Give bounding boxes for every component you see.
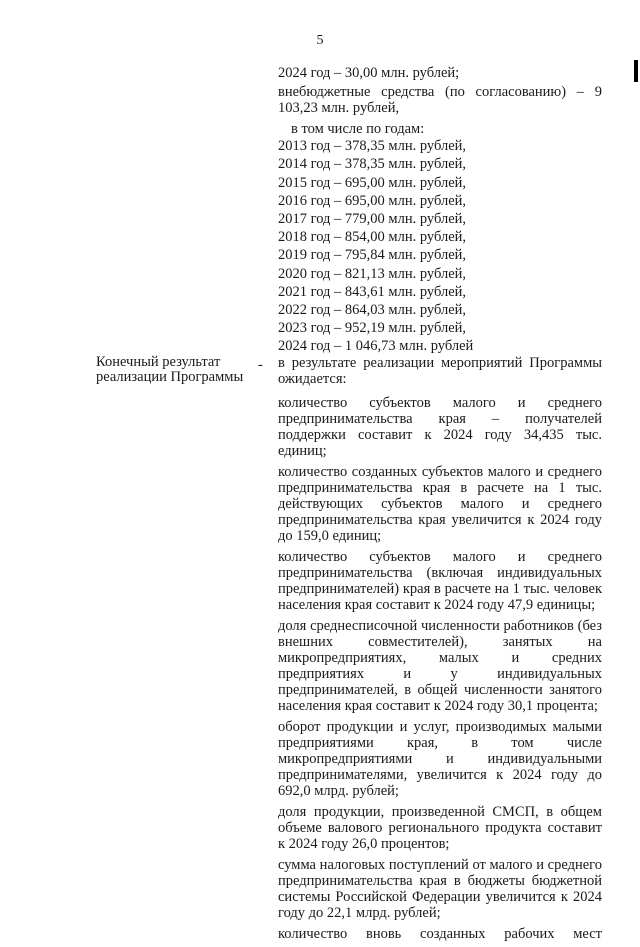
result-item: количество субъектов малого и среднего предпринимательства (включая индивидуальных предпринимателей) края в расчете на 1 тыс. человек населения края составит к 2024 году 47,9 единицы; bbox=[278, 549, 602, 613]
year-item: 2023 год – 952,19 млн. рублей, bbox=[278, 320, 467, 337]
year-item: 2013 год – 378,35 млн. рублей, bbox=[278, 138, 467, 155]
extrabudget-line: внебюджетные средства (по согласованию) – 9 103,23 млн. рублей, bbox=[278, 84, 602, 117]
year-item: 2022 год – 864,03 млн. рублей, bbox=[278, 301, 467, 318]
result-item: количество созданных субъектов малого и среднего предпринимательства края в расчете на 1 тыс. действующих субъектов малого и среднего предпринимательства края увеличится к 2024 году до 159,0 единиц; bbox=[278, 464, 602, 544]
year-item: 2017 год – 779,00 млн. рублей, bbox=[278, 210, 467, 227]
year-item: 2020 год – 821,13 млн. рублей, bbox=[278, 265, 467, 282]
result-item: оборот продукции и услуг, производимых малыми предприятиями края, в том числе микропредприятиями и индивидуальными предпринимателями, увеличится к 2024 году до 692,0 млрд. рублей; bbox=[278, 719, 602, 799]
margin-mark bbox=[634, 60, 638, 82]
results-label: Конечный результат реализации Программы bbox=[96, 354, 244, 385]
year-item: 2021 год – 843,61 млн. рублей, bbox=[278, 283, 467, 300]
year-item: 2018 год – 854,00 млн. рублей, bbox=[278, 229, 467, 246]
result-item: доля среднесписочной численности работников (без внешних совместителей), занятых на микропредприятиях, малых и средних предприятиях и у индивидуальных предпринимателей, в общей численности занятого населения края составит к 2024 году 30,1 процента; bbox=[278, 618, 602, 714]
results-dash: - bbox=[258, 357, 263, 373]
result-item: количество вновь созданных рабочих мест bbox=[278, 926, 602, 942]
funding-section bbox=[278, 64, 602, 355]
results-section bbox=[278, 355, 602, 947]
page-number: 5 bbox=[316, 33, 324, 48]
year-item: 2015 год – 695,00 млн. рублей, bbox=[278, 174, 467, 191]
year-item: 2024 год – 1 046,73 млн. рублей bbox=[278, 338, 474, 355]
funding-top-line: 2024 год – 30,00 млн. рублей; bbox=[278, 65, 460, 81]
year-item: 2016 год – 695,00 млн. рублей, bbox=[278, 192, 467, 209]
result-item: сумма налоговых поступлений от малого и среднего предпринимательства края в бюджеты бюджетной системы Российской Федерации увеличится к 2024 году до 22,1 млрд. рублей; bbox=[278, 857, 602, 921]
by-years-intro: в том числе по годам: bbox=[291, 121, 425, 138]
year-item: 2014 год – 378,35 млн. рублей, bbox=[278, 156, 467, 173]
result-item: доля продукции, произведенной СМСП, в общем объеме валового регионального продукта составит к 2024 году 26,0 процентов; bbox=[278, 804, 602, 852]
result-item: количество субъектов малого и среднего предпринимательства края – получателей поддержки составит к 2024 году 34,435 тыс. единиц; bbox=[278, 395, 602, 459]
years-list bbox=[278, 137, 602, 355]
results-intro: в результате реализации мероприятий Программы ожидается: bbox=[278, 355, 602, 387]
year-item: 2019 год – 795,84 млн. рублей, bbox=[278, 247, 467, 264]
